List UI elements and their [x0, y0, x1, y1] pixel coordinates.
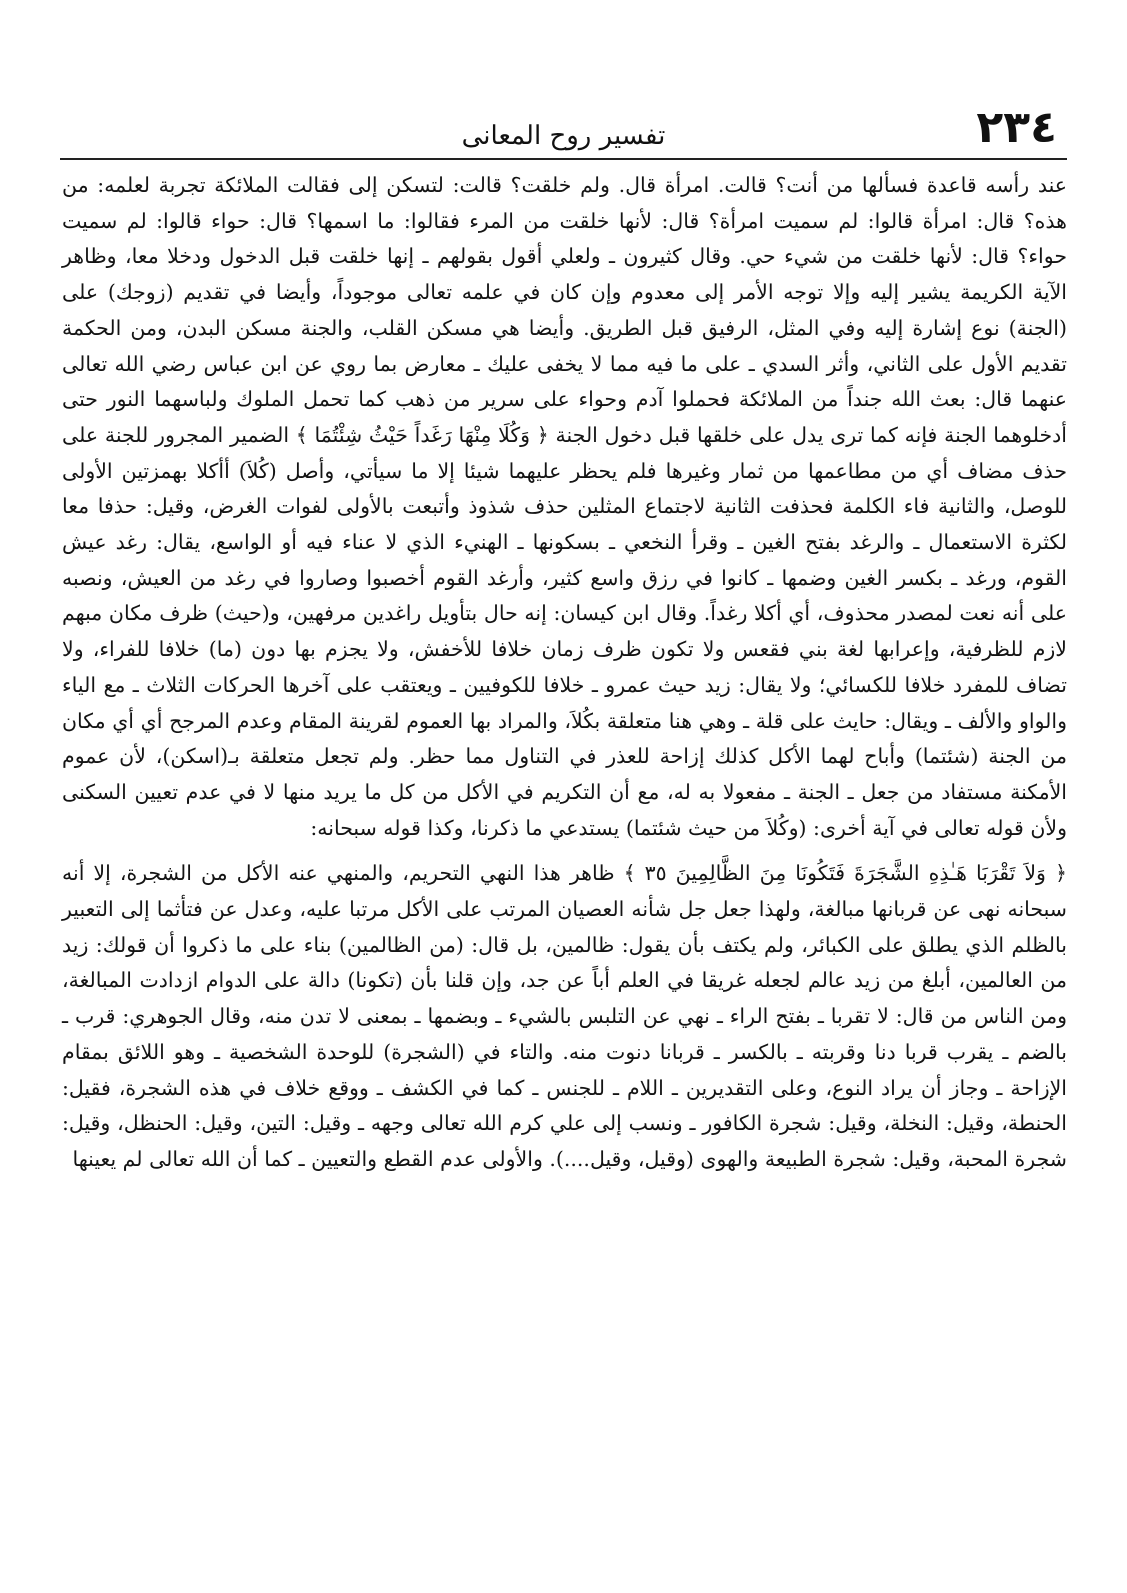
- body-paragraph-1: عند رأسه قاعدة فسألها من أنت؟ قالت. امرأة قال. ولم خلقت؟ قالت: لتسكن إلى فقالت الملائكة تجربة لعلمه: من هذه؟ قال: امرأة قالوا: لم سميت امرأة؟ قال: لأنها خلقت من المرء فقالوا: ما اسمها؟ قال: حواء قالوا: لم سميت حواء؟ قال: لأنها خلقت من شيء حي. وقال كثيرون ـ ولعلي أقول بقولهم ـ إنها خلقت قبل الدخول ودخلا معا، وظاهر الآية الكريمة يشير إليه وإلا توجه الأمر إلى معدوم وإن كان في علمه تعالى موجوداً، وأيضا في تقديم (زوجك) على (الجنة) نوع إشارة إليه وفي المثل، الرفيق قبل الطريق. وأيضا هي مسكن القلب، والجنة مسكن البدن، ومن الحكمة تقديم الأول على الثاني، وأثر السدي ـ على ما فيه مما لا يخفى عليك ـ معارض بما روي عن ابن عباس رضي الله تعالى عنهما قال: بعث الله جنداً من الملائكة فحملوا آدم وحواء على سرير من ذهب كما تحمل الملوك ولباسهما النور حتى أدخلوهما الجنة فإنه كما ترى يدل على خلقها قبل دخول الجنة ﴿ وَكُلَا مِنْهَا رَغَداً حَيْثُ شِئْتُمَا ﴾ الضمير المجرور للجنة على حذف مضاف أي من مطاعمها من ثمار وغيرها فلم يحظر عليهما شيئا إلا ما سيأتي، وأصل (كُلاَ) أأكلا بهمزتين الأولى للوصل، والثانية فاء الكلمة فحذفت الثانية لاجتماع المثلين حذف شذوذ وأتبعت بالأولى لفوات الغرض، وقيل: حذفا معا لكثرة الاستعمال ـ والرغد بفتح الغين ـ وقرأ النخعي ـ بسكونها ـ الهنيء الذي لا عناء فيه أو الواسع، يقال: رغد عيش القوم، ورغد ـ بكسر الغين وضمها ـ كانوا في رزق واسع كثير، وأرغد القوم أخصبوا وصاروا في رغد من العيش، ونصبه على أنه نعت لمصدر محذوف، أي أكلا رغداً. وقال ابن كيسان: إنه حال بتأويل راغدين مرفهين، و(حيث) ظرف مكان مبهم لازم للظرفية، وإعرابها لغة بني فقعس ولا تكون ظرف زمان خلافا للأخفش، ولا يجزم بها دون (ما) خلافا للفراء، ولا تضاف للمفرد خلافا للكسائي؛ ولا يقال: زيد حيث عمرو ـ خلافا للكوفيين ـ ويعتقب على آخرها الحركات الثلاث ـ مع الياء والواو والألف ـ ويقال: حايث على قلة ـ وهي هنا متعلقة بكُلاَ، والمراد بها العموم لقرينة المقام وعدم المرجح أي أي مكان من الجنة (شئتما) وأباح لهما الأكل كذلك إزاحة للعذر في التناول مما حظر. ولم تجعل متعلقة بـ(اسكن)، لأن عموم الأمكنة مستفاد من جعل ـ الجنة ـ مفعولا به له، مع أن التكريم في الأكل من كل ما يريد منها لا في عدم تعيين السكنى ولأن قوله تعالى في آية أخرى: (وكُلاَ من حيث شئتما) يستدعي ما ذكرنا، وكذا قوله سبحانه:: [62, 173, 1068, 840]
- body-paragraph-2: ﴿ وَلاَ تَقْرَبَا هَـٰذِهِ الشَّجَرَةَ فَتَكُونَا مِنَ الظَّالِمِينَ ٣٥ ﴾ ظاهر هذا النهي التحريم، والمنهي عنه الأكل من الشجرة، إلا أنه سبحانه نهى عن قربانها مبالغة، ولهذا جعل جل شأنه العصيان المرتب على الأكل مرتبا عليه، وعدل عن فتأثما إلى التعبير بالظلم الذي يطلق على الكبائر، ولم يكتف بأن يقول: ظالمين، بل قال: (من الظالمين) بناء على ما ذكروا أن قولك: زيد من العالمين، أبلغ من زيد عالم لجعله غريقا في العلم أباً عن جد، وإن قلنا بأن (تكونا) دالة على الدوام ازدادت المبالغة، ومن الناس من قال: لا تقربا ـ بفتح الراء ـ نهي عن التلبس بالشيء ـ وبضمها ـ بمعنى لا تدن منه، وقال الجوهري: قرب ـ بالضم ـ يقرب قربا دنا وقربته ـ بالكسر ـ قربانا دنوت منه. والتاء في (الشجرة) للوحدة الشخصية ـ وهو اللائق بمقام الإزاحة ـ وجاز أن يراد النوع، وعلى التقديرين ـ اللام ـ للجنس ـ كما في الكشف ـ ووقع خلاف في هذه الشجرة، فقيل: الحنطة، وقيل: النخلة، وقيل: شجرة الكافور ـ ونسب إلى علي كرم الله تعالى وجهه ـ وقيل: التين، وقيل: الحنظل، وقيل: شجرة المحبة، وقيل: شجرة الطبيعة والهوى (وقيل، وقيل....). والأولى عدم القطع والتعيين ـ كما أن الله تعالى لم يعينها: [62, 861, 1067, 1171]
- running-title: تفسير روح المعانى: [461, 121, 666, 151]
- header-divider: [60, 158, 1067, 160]
- page-header: [60, 100, 1067, 160]
- body-text: [62, 168, 1067, 1178]
- page-number: ٢٣٤: [976, 102, 1057, 153]
